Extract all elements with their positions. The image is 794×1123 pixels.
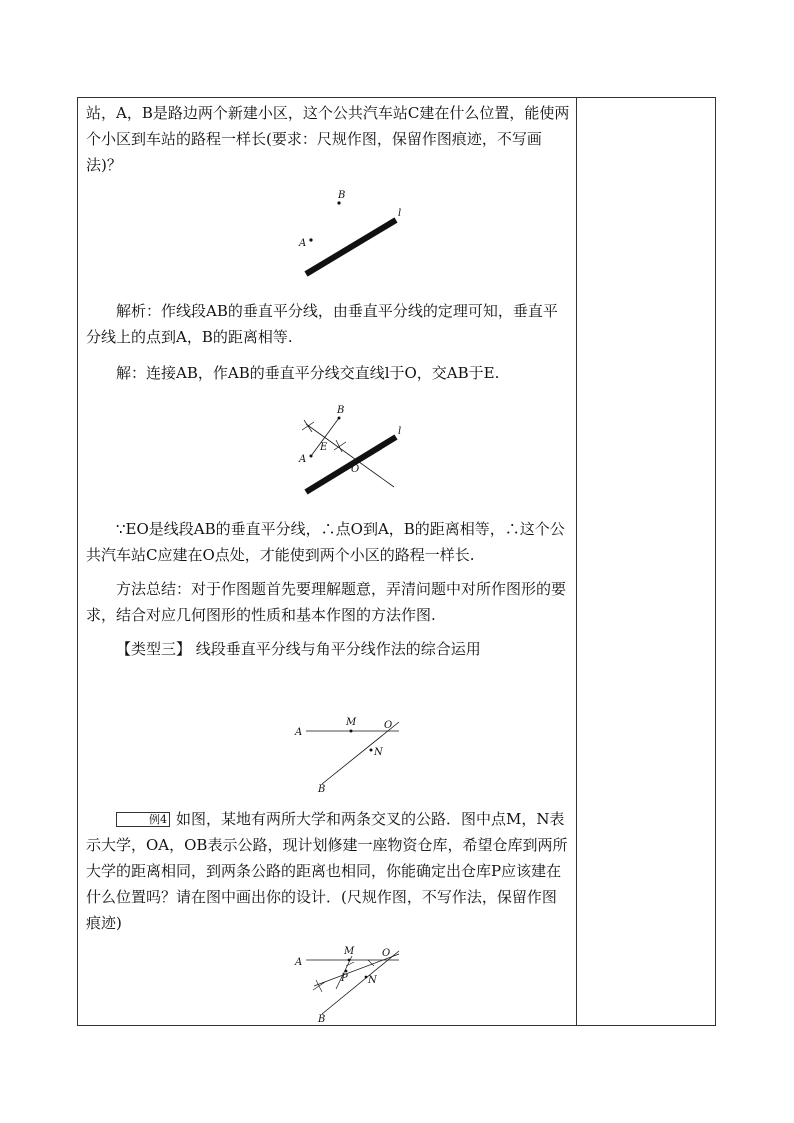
- label-a: A: [295, 957, 303, 968]
- point-n: [370, 749, 373, 752]
- label-l: l: [398, 426, 402, 437]
- arc-mark-left: [302, 420, 314, 432]
- lesson-table: [77, 97, 716, 1026]
- example-4-body: 如图，某地有两所大学和两条交叉的公路．图中点M，N表示大学，OA，OB表示公路，现计划修建一座物资仓库，希望仓库到两所大学的距离相同，到两条公路的距离也相同，你能确定出仓库P应该建在什么位置吗？请在图中画出你的设计．(尺规作图，不写作法，保留作图痕迹): [86, 810, 568, 932]
- road-ob: [322, 951, 399, 1014]
- figure-warehouse-solution: [294, 944, 414, 1024]
- label-p: P: [341, 973, 348, 984]
- label-b: B: [318, 1014, 326, 1024]
- label-m: M: [346, 717, 357, 728]
- label-a: A: [299, 238, 307, 249]
- problem-intro: 站，A，B是路边两个新建小区，这个公共汽车站C建在什么位置，能使两个小区到车站的路程一样长(要求：尺规作图，保留作图痕迹，不写画法)？: [86, 104, 570, 174]
- label-b: B: [318, 784, 326, 794]
- solution-text: 解：连接AB，作AB的垂直平分线交直线l于O，交AB于E.: [116, 364, 500, 382]
- analysis-text: 解析：作线段AB的垂直平分线，由垂直平分线的定理可知，垂直平分线上的点到A，B的距离相等.: [86, 302, 558, 346]
- label-o: O: [384, 720, 393, 731]
- label-n: N: [374, 747, 383, 758]
- figure-roads-universities: [294, 714, 414, 794]
- label-b: B: [337, 405, 345, 416]
- point-b: [337, 201, 340, 204]
- label-a: A: [295, 727, 303, 738]
- figure-road-and-points: [294, 186, 414, 281]
- point-a: [309, 238, 312, 241]
- road-line: [306, 220, 396, 274]
- method-summary: 方法总结：对于作图题首先要理解题意，弄清问题中对所作图形的要求，结合对应几何图形的性质和基本作图的方法作图.: [86, 580, 567, 624]
- example-4-text: [86, 806, 570, 936]
- label-b: B: [338, 190, 346, 201]
- example-badge: 例4: [116, 812, 170, 827]
- label-o: O: [351, 464, 360, 475]
- point-p: [345, 970, 348, 973]
- label-e: E: [320, 442, 328, 453]
- type-heading: 【类型三】 线段垂直平分线与角平分线作法的综合运用: [116, 640, 481, 658]
- conclusion-text: ∵EO是线段AB的垂直平分线，∴点O到A，B的距离相等，∴这个公共汽车站C应建在O点处，才能使到两个小区的路程一样长.: [86, 520, 565, 564]
- label-a: A: [299, 454, 307, 465]
- label-n: N: [368, 975, 377, 986]
- column-divider: [576, 98, 577, 1025]
- label-m: M: [344, 946, 355, 957]
- figure-perpendicular-bisector: [294, 404, 424, 499]
- label-o: O: [382, 948, 391, 959]
- label-l: l: [398, 208, 402, 219]
- arc-mark-right: [334, 440, 346, 452]
- point-m: [350, 730, 353, 733]
- bisector-line: [306, 424, 394, 487]
